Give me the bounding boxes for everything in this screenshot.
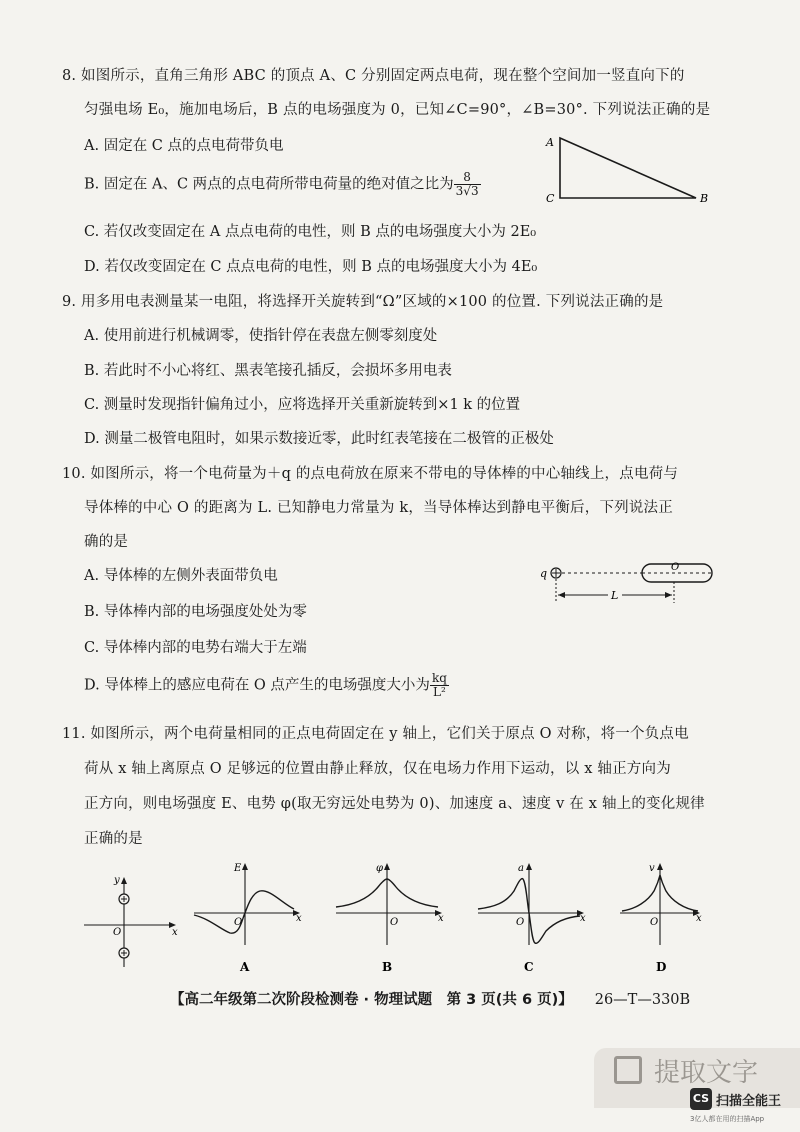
vertex-c-label: C — [546, 192, 555, 205]
footer-exam-code: 26—T—330B — [594, 992, 691, 1008]
graph-d — [620, 863, 702, 974]
q10-option-d-numerator: kq — [431, 671, 447, 685]
q8-stem-line2: 匀强电场 E₀，施加电场后，B 点的电场强度为 0，已知∠C=90°，∠B=30°. 下列说法正确的是 — [84, 102, 711, 118]
arrow-right-head — [665, 592, 672, 598]
graph-b-y-arrow — [384, 863, 390, 870]
q10-option-d — [84, 672, 449, 699]
graph-a-option-label: A — [240, 960, 250, 974]
q8-option-d: D. 若仅改变固定在 C 点点电荷的电性，则 B 点的电场强度大小为 4E₀ — [84, 259, 538, 275]
graph-c-x-label: x — [580, 913, 586, 924]
graph-b-origin-label: O — [390, 917, 399, 928]
graph-a — [194, 863, 302, 974]
page-footer — [170, 988, 690, 1009]
graph-d-y-arrow — [657, 863, 663, 870]
graph-c-y-arrow — [526, 863, 532, 870]
camscanner-watermark — [690, 1086, 800, 1132]
graph-c-axis-label: a — [518, 863, 524, 874]
q8-option-b-text: B. 固定在 A、C 两点的点电荷所带电荷量的绝对值之比为 — [84, 176, 454, 193]
q8-option-a: A. 固定在 C 点的点电荷带负电 — [84, 138, 284, 154]
distance-l-label: L — [611, 589, 619, 602]
setup-origin-label: O — [113, 927, 122, 938]
q10-stem-line3: 确的是 — [84, 534, 129, 550]
graph-c — [478, 863, 586, 974]
text-scan-icon — [614, 1056, 642, 1084]
graph-a-x-label: x — [296, 913, 302, 924]
vertex-a-label: A — [546, 136, 554, 149]
q9-stem: 9. 用多用电表测量某一电阻，将选择开关旋转到“Ω”区域的×100 的位置. 下列说法正确的是 — [62, 294, 664, 310]
triangle-abc — [560, 138, 696, 198]
q9-option-a: A. 使用前进行机械调零，使指针停在表盘左侧零刻度处 — [84, 328, 438, 344]
charge-q-label: q — [540, 567, 548, 580]
graph-b-option-label: B — [382, 960, 393, 974]
q8-option-b — [84, 171, 481, 198]
graph-d-origin-label: O — [650, 917, 659, 928]
arrow-left-head — [558, 592, 565, 598]
graph-b-axis-label: φ — [376, 863, 384, 874]
q10-option-b: B. 导体棒内部的电场强度处处为零 — [84, 604, 307, 620]
camscanner-logo-icon: CS — [690, 1088, 712, 1110]
q11-stem-line2: 荷从 x 轴上离原点 O 足够远的位置由静止释放，仅在电场力作用下运动，以 x 轴正方向为 — [84, 761, 671, 777]
camscanner-tagline: 3亿人都在用的扫描App — [690, 1115, 765, 1123]
setup-y-label: y — [114, 875, 120, 886]
graph-d-x-label: x — [696, 913, 702, 924]
charge-setup-diagram — [84, 875, 178, 967]
q8-option-b-fraction — [454, 171, 481, 198]
graph-b — [336, 863, 444, 974]
graph-c-option-label: C — [524, 960, 534, 974]
graph-a-origin-label: O — [234, 917, 243, 928]
q8-option-c: C. 若仅改变固定在 A 点点电荷的电性，则 B 点的电场强度大小为 2E₀ — [84, 224, 537, 240]
camscanner-app-name: 扫描全能王 — [716, 1094, 782, 1109]
q10-stem-line1: 10. 如图所示，将一个电荷量为＋q 的点电荷放在原来不带电的导体棒的中心轴线上，点电荷与 — [62, 466, 679, 482]
graph-a-y-arrow — [242, 863, 248, 870]
q10-option-d-text: D. 导体棒上的感应电荷在 O 点产生的电场强度大小为 — [84, 677, 430, 694]
extract-text-label: 提取文字 — [654, 1058, 759, 1088]
q10-rod-figure — [538, 555, 728, 615]
q11-stem-line1: 11. 如图所示，两个电荷量相同的正点电荷固定在 y 轴上，它们关于原点 O 对称，将一个负点电 — [62, 726, 689, 742]
q10-option-d-fraction — [430, 672, 449, 699]
q8-option-b-denominator: 3√3 — [455, 184, 479, 198]
graph-a-axis-label: E — [234, 863, 242, 874]
graph-d-option-label: D — [656, 960, 667, 974]
setup-y-arrow — [121, 877, 127, 884]
graph-c-origin-label: O — [516, 917, 525, 928]
q9-option-b: B. 若此时不小心将红、黑表笔接孔插反，会损坏多用电表 — [84, 363, 452, 379]
q8-stem-line1: 8. 如图所示，直角三角形 ABC 的顶点 A、C 分别固定两点电荷，现在整个空间加一竖直向下的 — [62, 68, 685, 84]
q9-option-d: D. 测量二极管电阻时，如果示数接近零，此时红表笔接在二极管的正极处 — [84, 431, 554, 447]
q10-option-c: C. 导体棒内部的电势右端大于左端 — [84, 640, 307, 656]
q10-option-d-denominator: L² — [433, 685, 446, 699]
q8-option-b-numerator: 8 — [454, 171, 481, 185]
vertex-b-label: B — [700, 192, 709, 205]
q11-stem-line4: 正确的是 — [84, 831, 143, 847]
footer-title: 【高二年级第二次阶段检测卷 · 物理试题 第 3 页(共 6 页)】 — [170, 992, 573, 1008]
q11-stem-line3: 正方向，则电场强度 E、电势 φ(取无穷远处电势为 0)、加速度 a、速度 v 在 x 轴上的变化规律 — [84, 796, 705, 812]
setup-x-label: x — [172, 927, 178, 938]
graph-a-curve — [194, 891, 294, 933]
graph-d-axis-label: v — [649, 863, 655, 874]
q10-stem-line2: 导体棒的中心 O 的距离为 L. 已知静电力常量为 k，当导体棒达到静电平衡后，下列说法正 — [84, 500, 673, 516]
center-o-label: O — [671, 562, 680, 573]
q10-option-a: A. 导体棒的左侧外表面带负电 — [84, 568, 278, 584]
q9-option-c: C. 测量时发现指针偏角过小，应将选择开关重新旋转到×1 k 的位置 — [84, 397, 521, 413]
q8-triangle-figure — [540, 130, 720, 210]
graph-b-x-label: x — [438, 913, 444, 924]
q11-figures — [80, 855, 700, 980]
